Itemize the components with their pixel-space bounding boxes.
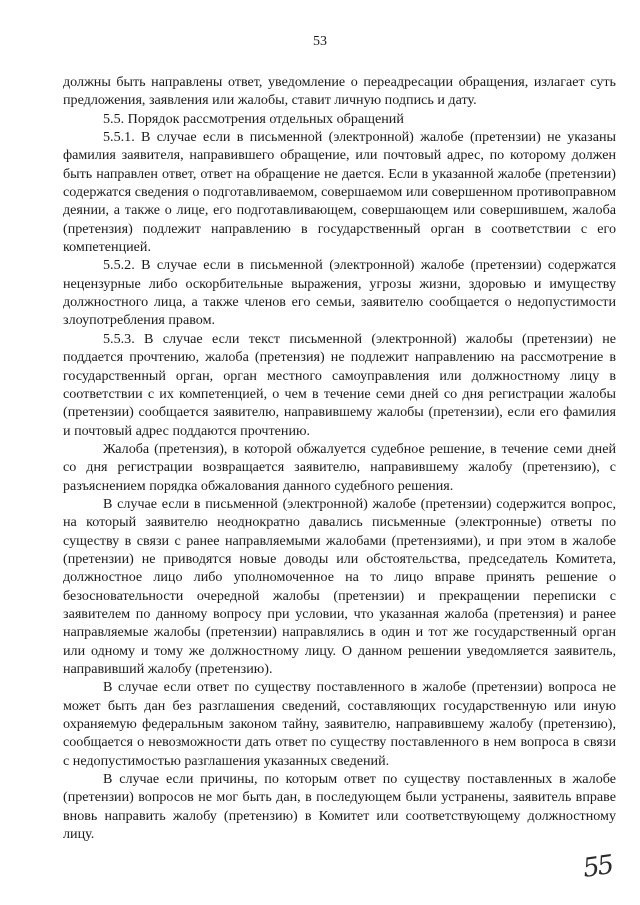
paragraph: 5.5.3. В случае если текст письменной (электронной) жалобы (претензии) не поддается прочтению, жалоба (претензия) не подлежит направлению на рассмотрение в государственный орган, орган местного самоуправления или должностному лицу в соответствии с их компетенцией, о чем в течение семи дней со дня регистрации жалобы (претензии) сообщается заявителю, направившему жалобы (претензии), если его фамилия и почтовый адрес поддаются прочтению.	[63, 330, 616, 439]
handwritten-page-number: 55	[581, 850, 615, 884]
paragraph: В случае если ответ по существу поставленного в жалобе (претензии) вопроса не может быть дан без разглашения сведений, составляющих государственную или иную охраняемую федеральным законом тайну, заявителю, направившему жалобу (претензию), сообщается о невозможности дать ответ по существу поставленного в нем вопроса в связи с недопустимостью разглашения указанных сведений.	[63, 679, 616, 769]
paragraph: В случае если причины, по которым ответ по существу поставленных в жалобе (претензии) вопросов не мог быть дан, в последующем были устранены, заявитель вправе вновь направить жалобу (претензию) в Комитет или соответствующему должностному лицу.	[63, 771, 616, 843]
document-body	[63, 73, 616, 843]
paragraph: 5.5.1. В случае если в письменной (электронной) жалобе (претензии) не указаны фамилия заявителя, направившего обращение, или почтовый адрес, по которому должен быть направлен ответ, ответ на обращение не дается. Если в указанной жалобе (претензии) содержатся сведения о подготавливаемом, совершаемом или совершенном противоправном деянии, а также о лице, его подготавливающем, совершающем или совершившем, жалоба (претензия) подлежит направлению в государственный орган в соответствии с его компетенцией.	[63, 129, 616, 256]
paragraph: В случае если в письменной (электронной) жалобе (претензии) содержится вопрос, на который заявителю неоднократно давались письменные (электронные) ответы по существу в связи с ранее направляемыми жалобами (претензиями), и при этом в жалобе (претензии) не приводятся новые доводы или обстоятельства, председатель Комитета, должностное лицо либо уполномоченное на то лицо вправе принять решение о безосновательности очередной жалобы (претензии) и прекращении переписки с заявителем по данному вопросу при условии, что указанная жалоба (претензия) и ранее направляемые жалобы (претензии) направлялись в один и тот же государственный орган или одному и тому же должностному лицу. О данном решении уведомляется заявитель, направивший жалобу (претензию).	[63, 495, 616, 677]
paragraph: 5.5.2. В случае если в письменной (электронной) жалобе (претензии) содержатся нецензурные либо оскорбительные выражения, угрозы жизни, здоровью и имуществу должностного лица, а также членов его семьи, заявителю сообщается о недопустимости злоупотребления правом.	[63, 257, 616, 329]
paragraph: должны быть направлены ответ, уведомление о переадресации обращения, излагает суть предложения, заявления или жалобы, ставит личную подпись и дату.	[63, 74, 616, 109]
section-heading: 5.5. Порядок рассмотрения отдельных обращений	[103, 110, 404, 127]
paragraph: Жалоба (претензия), в которой обжалуется судебное решение, в течение семи дней со дня регистрации возвращается заявителю, направившему жалобу (претензию), с разъяснением порядка обжалования данного судебного решения.	[63, 440, 616, 494]
page-number: 53	[313, 34, 327, 49]
